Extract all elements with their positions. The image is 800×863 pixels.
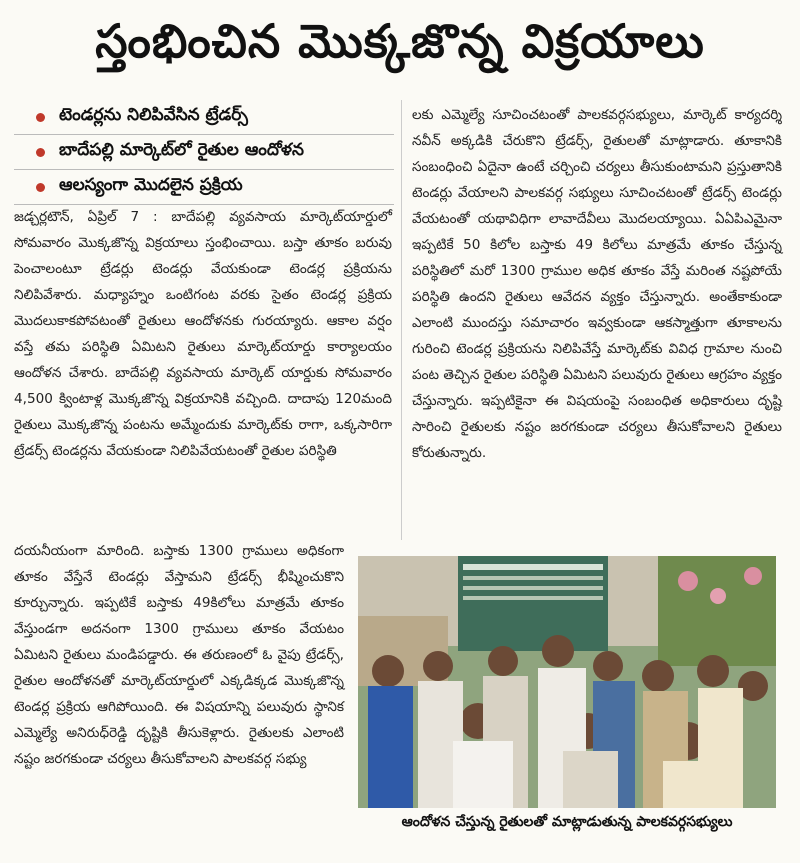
bullet-icon — [36, 148, 45, 157]
subhead-3 — [14, 170, 394, 205]
farmers-protest-photo — [358, 556, 776, 808]
subhead-1 — [14, 100, 394, 135]
bullet-icon — [36, 183, 45, 192]
subhead-text: టెండర్లను నిలిపివేసిన ట్రేడర్స్ — [59, 105, 248, 125]
subhead-text: బాదేపల్లి మార్కెట్‌లో రైతుల ఆందోళన — [59, 140, 304, 160]
column-divider — [401, 100, 402, 540]
article-body-left: జడ్చర్లటౌన్, ఏప్రిల్ 7 : బాదేపల్లి వ్యవసాయ మార్కెట్‌యార్డులో సోమవారం మొక్కజొన్న విక్రయాలు స్తంభించాయి. బస్తా తూకం బరువు పెంచాలంటూ ట్రేడర్లు టెండర్లు వేయకుండా టెండర్ల ప్రక్రియను నిలిపివేశారు. మధ్యాహ్నం ఒంటిగంట వరకు సైతం టెండర్ల ప్రక్రియ మొదలుకాకపోవటంతో రైతులు ఆందోళనకు గురయ్యారు. ఆకాల వర్షం వస్తే తమ పరిస్థితి ఏమిటని రైతులు మార్కెట్‌యార్డు కార్యాలయం ఆందోళన చేశారు. బాదేపల్లి వ్యవసాయ మార్కెట్ యార్డుకు సోమవారం 4,500 క్వింటాళ్ల మొక్కజొన్న విక్రయానికి వచ్చింది. దాదాపు 120మంది రైతులు మొక్కజొన్న పంటను అమ్మేందుకు మార్కెట్‌కు రాగా, ఒక్కసారిగా ట్రేడర్స్ టెండర్లను వేయకుండా నిలిపివేయటంతో రైతుల పరిస్థితి — [14, 209, 392, 459]
subhead-text: ఆలస్యంగా మొదలైన ప్రక్రియ — [59, 175, 243, 195]
subhead-2 — [14, 135, 394, 170]
news-photo — [358, 556, 776, 808]
headline: స్తంభించిన మొక్కజొన్న విక్రయాలు — [95, 14, 705, 68]
bullet-icon — [36, 113, 45, 122]
article-body-right: లకు ఎమ్మెల్యే సూచించటంతో పాలకవర్గసభ్యులు, మార్కెట్ కార్యదర్శి నవీన్ అక్కడికి చేరుకొని ట్రేడర్స్, రైతులతో మాట్లాడారు. తూకానికి సంబంధించి ఏదైనా ఉంటే చర్చించి చర్యలు తీసుకుంటామని ప్రస్తుతానికి టెండర్లు వేయాలని పాలకవర్గ సభ్యులు సూచించటంతో ట్రేడర్స్ టెండర్లు వేయటంతో యథావిధిగా లావాదేవీలు మొదలయ్యాయి. ఏఏపిఎమైనా ఇప్పటికే 50 కిలోల బస్తాకు 49 కిలోలు మాత్రమే తూకం చేస్తున్న పరిస్థితిలో మరో 1300 గ్రాముల అధిక తూకం వేస్తే మరింత నష్టపోయే పరిస్థితి ఉందని రైతులు ఆవేదన వ్యక్తం చేస్తున్నారు. అంతేకాకుండా ఎలాంటి ముందస్తు సమాచారం ఇవ్వకుండా ఆకస్మాత్తుగా తూకాలను గురించి టెండర్ల ప్రక్రియను నిలిపివేస్తే మార్కెట్‌కు వివిధ గ్రామాల నుంచి పంట తెచ్చిన రైతుల పరిస్థితి ఏమిటని పలువురు రైతులు ఆగ్రహం వ్యక్తం చేస్తున్నారు. ఇప్పటికైనా ఈ విషయంపై సంబంధిత అధికారులు దృష్టి సారించి రైతులకు నష్టం జరగకుండా చర్యలు తీసుకోవాలని రైతులు కోరుతున్నారు. — [412, 107, 782, 461]
photo-caption: ఆందోళన చేస్తున్న రైతులతో మాట్లాడుతున్న పాలకవర్గసభ్యులు — [401, 814, 733, 830]
article-body-left-bottom: దయనీయంగా మారింది. బస్తాకు 1300 గ్రాములు అధికంగా తూకం వేస్తేనే టెండర్లు వేస్తామని ట్రేడర్స్ భీష్మించుకొని కూర్చున్నారు. ఇప్పటికే బస్తాకు 49కిలోలు మాత్రమే తూకం వేస్తుండగా అదనంగా 1300 గ్రాములు తూకం వేయటం ఏమిటని రైతులు మండిపడ్డారు. ఈ తరుణంలో ఓ వైపు ట్రేడర్స్, రైతుల ఆందోళనతో మార్కెట్‌యార్డులో ఎక్కడిక్కడ మొక్కజొన్న టెండర్ల ప్రక్రియ ఆగిపోయింది. ఈ విషయాన్ని పలువురు స్థానిక ఎమ్మెల్యే అనిరుధ్‌రెడ్డి దృష్టికి తీసుకెళ్లారు. రైతులకు ఎలాంటి నష్టం జరగకుండా చర్యలు తీసుకోవాలని పాలకవర్గ సభ్యు — [14, 543, 344, 767]
subheads — [14, 100, 394, 205]
